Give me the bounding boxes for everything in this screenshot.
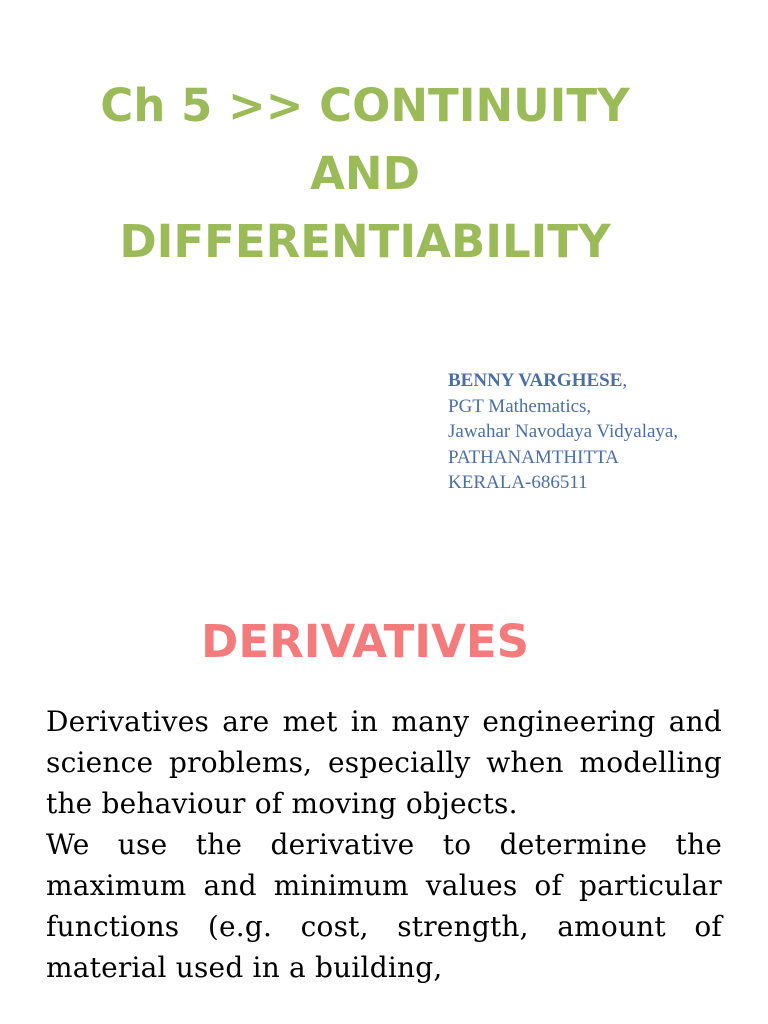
title-line-3: DIFFERENTIABILITY bbox=[119, 215, 611, 268]
slide-title bbox=[0, 72, 730, 276]
author-name-comma: , bbox=[622, 370, 628, 391]
paragraph-1: Derivatives are met in many engineering and science problems, especially when modelling the behaviour of moving objects. bbox=[46, 705, 722, 820]
body-text bbox=[46, 701, 722, 988]
derivatives-slide bbox=[0, 600, 768, 1024]
author-name: BENNY VARGHESE bbox=[448, 370, 623, 391]
author-city: PATHANAMTHITTA bbox=[448, 446, 619, 468]
title-line-1: Ch 5 >> CONTINUITY bbox=[100, 79, 630, 132]
section-heading: DERIVATIVES bbox=[200, 615, 529, 668]
author-position: PGT Mathematics, bbox=[448, 395, 592, 417]
paragraph-2: We use the derivative to determine the maximum and minimum values of particular functions (e.g. cost, strength, amount of material used in a building, bbox=[46, 828, 722, 984]
author-block bbox=[448, 368, 678, 496]
author-name-line bbox=[448, 368, 678, 394]
author-state-pin: KERALA-686511 bbox=[448, 472, 588, 493]
title-line-2: AND bbox=[310, 147, 420, 200]
author-school: Jawahar Navodaya Vidyalaya, bbox=[448, 421, 679, 442]
